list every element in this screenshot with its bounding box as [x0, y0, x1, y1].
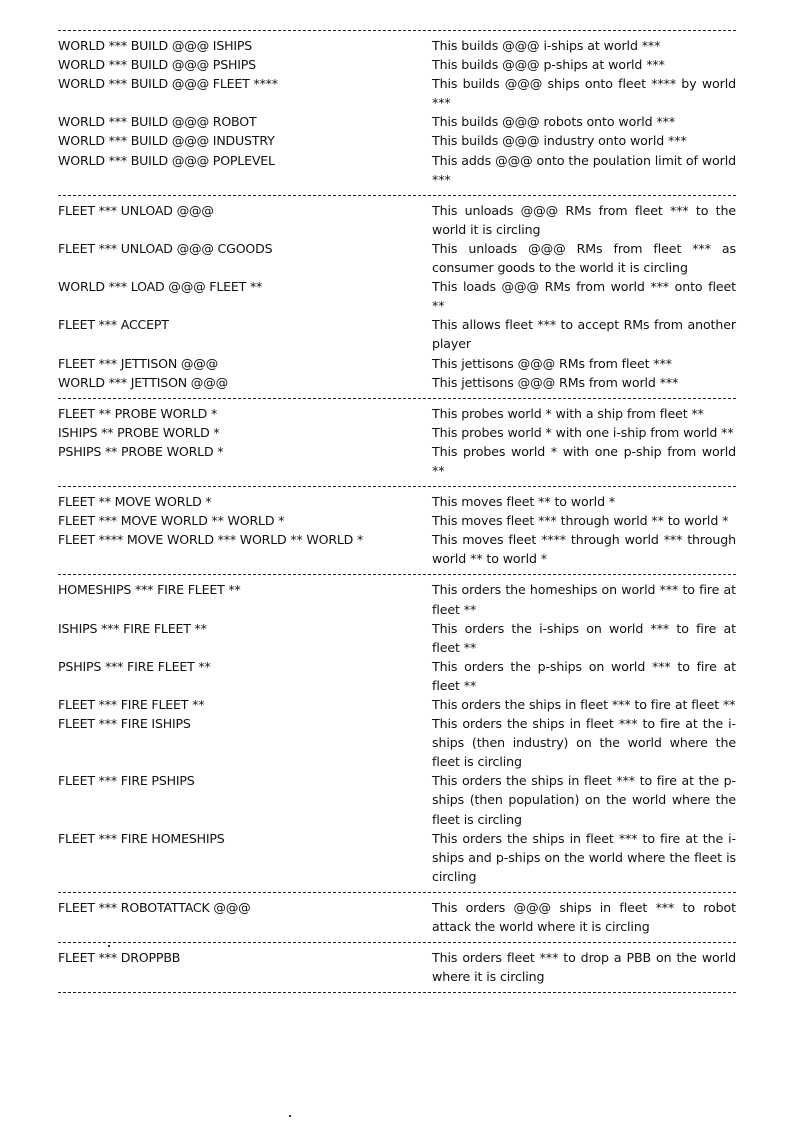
- command-row: [58, 771, 736, 828]
- command-description: This jettisons @@@ RMs from fleet ***: [432, 355, 673, 371]
- command-syntax: FLEET *** FIRE FLEET **: [58, 697, 205, 712]
- command-description: This orders @@@ ships in fleet *** to robot attack the world where it is circling: [432, 899, 736, 935]
- command-row: [58, 373, 736, 392]
- command-description: This probes world * with one i-ship from world **: [432, 424, 734, 440]
- command-description: This builds @@@ robots onto world ***: [432, 114, 676, 130]
- command-description: This moves fleet **** through world *** through world ** to world *: [432, 532, 736, 567]
- command-description: This loads @@@ RMs from world *** onto fleet **: [432, 279, 736, 314]
- command-syntax: FLEET *** MOVE WORLD ** WORLD *: [58, 513, 285, 529]
- command-syntax: FLEET *** DROPPBB: [58, 950, 181, 966]
- section-probe: [58, 399, 736, 486]
- command-row: [58, 511, 736, 530]
- command-description: This allows fleet *** to accept RMs from another player: [432, 317, 736, 352]
- command-row: [58, 829, 736, 886]
- section-build: [58, 31, 736, 195]
- command-row: [58, 277, 736, 315]
- command-row: [58, 112, 736, 131]
- section-robot: [58, 893, 736, 942]
- stray-mark: [289, 1115, 291, 1117]
- command-syntax: WORLD *** BUILD @@@ FLEET ****: [58, 76, 278, 92]
- section-move: [58, 487, 736, 574]
- command-description: This probes world * with one p-ship from world **: [432, 443, 736, 478]
- command-syntax: WORLD *** BUILD @@@ ISHIPS: [58, 38, 253, 53]
- command-row: [58, 201, 736, 239]
- command-row: [58, 74, 736, 112]
- command-row: [58, 948, 736, 986]
- command-row: [58, 580, 736, 618]
- command-description: This adds @@@ onto the poulation limit of world ***: [432, 152, 736, 187]
- section-cargo: [58, 196, 736, 398]
- command-row: [58, 315, 736, 353]
- command-syntax: WORLD *** LOAD @@@ FLEET **: [58, 279, 263, 295]
- command-description: This orders fleet *** to drop a PBB on the world where it is circling: [432, 950, 736, 985]
- command-syntax: FLEET *** UNLOAD @@@ CGOODS: [58, 240, 273, 256]
- command-row: [58, 695, 736, 714]
- command-syntax: FLEET *** FIRE HOMESHIPS: [58, 830, 225, 846]
- command-syntax: ISHIPS ** PROBE WORLD *: [58, 424, 220, 440]
- divider: [58, 992, 736, 993]
- command-syntax: FLEET *** JETTISON @@@: [58, 355, 219, 371]
- command-description: This orders the ships in fleet *** to fire at the i-ships and p-ships on the world where the fleet is circling: [432, 830, 736, 884]
- command-row: [58, 404, 736, 423]
- command-description: This builds @@@ industry onto world ***: [432, 133, 687, 149]
- command-row: [58, 492, 736, 511]
- command-description: This builds @@@ i-ships at world ***: [432, 38, 661, 53]
- command-syntax: PSHIPS ** PROBE WORLD *: [58, 443, 224, 459]
- command-row: [58, 36, 736, 55]
- command-row: [58, 530, 736, 568]
- command-syntax: HOMESHIPS *** FIRE FLEET **: [58, 582, 241, 598]
- command-row: [58, 619, 736, 657]
- command-description: This orders the p-ships on world *** to fire at fleet **: [432, 658, 736, 693]
- command-syntax: FLEET *** FIRE ISHIPS: [58, 716, 191, 732]
- command-syntax: ISHIPS *** FIRE FLEET **: [58, 620, 207, 636]
- command-row: [58, 442, 736, 480]
- stray-mark: [108, 945, 110, 947]
- command-description: This probes world * with a ship from fleet **: [432, 405, 704, 421]
- command-syntax: FLEET ** PROBE WORLD *: [58, 405, 218, 421]
- command-syntax: WORLD *** BUILD @@@ PSHIPS: [58, 57, 256, 73]
- command-row: [58, 714, 736, 771]
- command-syntax: WORLD *** BUILD @@@ POPLEVEL: [58, 152, 275, 168]
- command-syntax: WORLD *** BUILD @@@ ROBOT: [58, 114, 257, 130]
- command-description: This jettisons @@@ RMs from world ***: [432, 374, 679, 390]
- command-description: This moves fleet *** through world ** to world *: [432, 513, 729, 529]
- command-description: This orders the homeships on world *** to fire at fleet **: [432, 582, 736, 617]
- command-description: This orders the ships in fleet *** to fire at the p-ships (then population) on the world where the fleet is circling: [432, 773, 736, 827]
- command-row: [58, 55, 736, 74]
- command-description: This builds @@@ p-ships at world ***: [432, 57, 665, 73]
- command-row: [58, 131, 736, 150]
- command-description: This orders the i-ships on world *** to fire at fleet **: [432, 620, 736, 655]
- command-syntax: FLEET *** ACCEPT: [58, 317, 169, 333]
- command-row: [58, 354, 736, 373]
- command-description: This moves fleet ** to world *: [432, 494, 616, 510]
- command-description: This builds @@@ ships onto fleet **** by world ***: [432, 76, 736, 111]
- command-syntax: FLEET **** MOVE WORLD *** WORLD ** WORLD *: [58, 532, 364, 548]
- section-fire: [58, 575, 736, 892]
- command-syntax: FLEET *** UNLOAD @@@: [58, 202, 214, 218]
- sections-container: [58, 31, 736, 993]
- command-row: [58, 239, 736, 277]
- command-description: This orders the ships in fleet *** to fire at fleet **: [432, 697, 736, 712]
- command-row: [58, 898, 736, 936]
- command-syntax: FLEET *** FIRE PSHIPS: [58, 773, 195, 789]
- section-pbb: [58, 943, 736, 992]
- command-syntax: WORLD *** JETTISON @@@: [58, 374, 228, 390]
- command-row: [58, 423, 736, 442]
- command-description: This unloads @@@ RMs from fleet *** as consumer goods to the world it is circling: [432, 240, 736, 276]
- command-reference-document: [58, 30, 736, 993]
- command-syntax: WORLD *** BUILD @@@ INDUSTRY: [58, 133, 275, 149]
- command-row: [58, 657, 736, 695]
- command-description: This unloads @@@ RMs from fleet *** to the world it is circling: [432, 202, 736, 237]
- command-syntax: FLEET *** ROBOTATTACK @@@: [58, 899, 251, 915]
- command-syntax: FLEET ** MOVE WORLD *: [58, 494, 212, 510]
- command-description: This orders the ships in fleet *** to fire at the i-ships (then industry) on the world where the fleet is circling: [432, 716, 736, 770]
- command-syntax: PSHIPS *** FIRE FLEET **: [58, 658, 211, 674]
- command-row: [58, 151, 736, 189]
